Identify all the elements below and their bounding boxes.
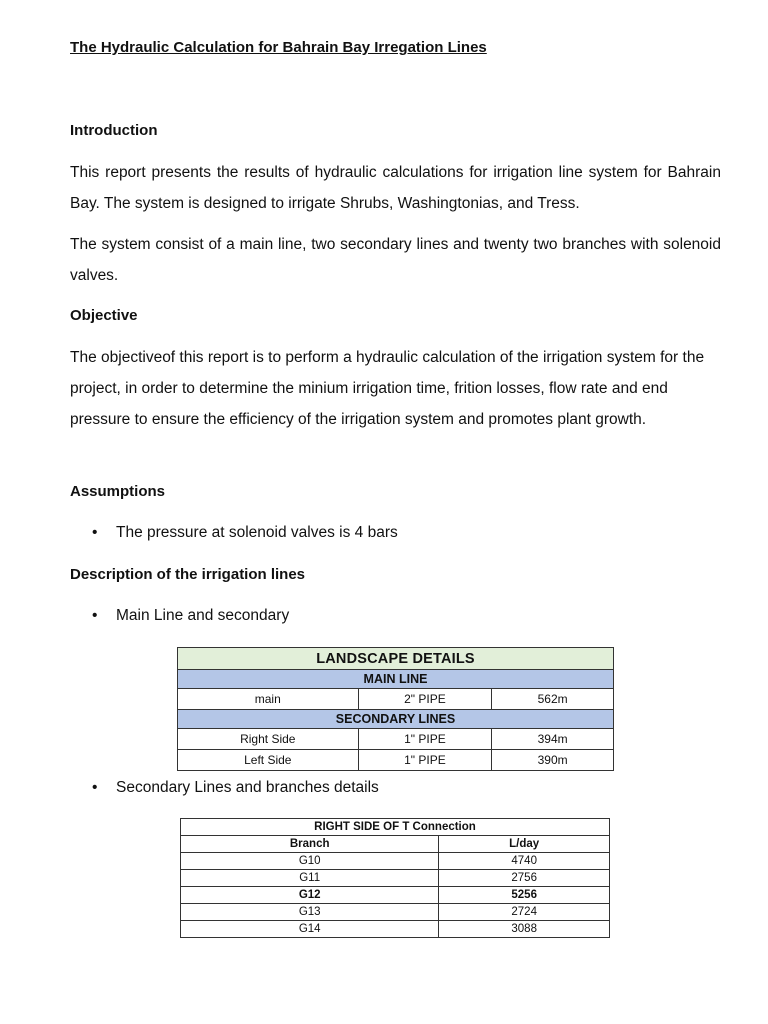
column-header: Branch bbox=[181, 836, 439, 853]
table-cell: 1" PIPE bbox=[358, 729, 492, 750]
table-row bbox=[181, 921, 610, 938]
main-line-header: MAIN LINE bbox=[178, 670, 614, 689]
table-cell: 4740 bbox=[439, 853, 610, 870]
objective-paragraph: The objectiveof this report is to perform a hydraulic calculation of the irrigation system for the project, in order to determine the minium irrigation time, frition losses, flow rate and end pressure to ensure the efficiency of the irrigation system and promotes plant growth. bbox=[70, 349, 705, 428]
table-cell: 2" PIPE bbox=[358, 689, 492, 710]
assumption-bullet bbox=[92, 524, 398, 542]
table-cell: G12 bbox=[181, 887, 439, 904]
document-title: The Hydraulic Calculation for Bahrain Bay Irregation Lines bbox=[70, 39, 487, 56]
table-cell: 5256 bbox=[439, 887, 610, 904]
table-cell: 1" PIPE bbox=[358, 750, 492, 771]
table-row bbox=[181, 870, 610, 887]
description-bullet-1-text: Main Line and secondary bbox=[116, 607, 290, 624]
table-cell: 3088 bbox=[439, 921, 610, 938]
table-cell: Left Side bbox=[178, 750, 359, 771]
table-cell: G14 bbox=[181, 921, 439, 938]
landscape-table-title: LANDSCAPE DETAILS bbox=[178, 648, 614, 670]
objective-heading: Objective bbox=[70, 307, 138, 324]
table-cell: 390m bbox=[492, 750, 614, 771]
description-bullet-2-text: Secondary Lines and branches details bbox=[116, 779, 379, 796]
landscape-details-table bbox=[177, 647, 614, 771]
branches-table-caption: RIGHT SIDE OF T Connection bbox=[181, 819, 610, 836]
table-header-row bbox=[181, 836, 610, 853]
table-cell: main bbox=[178, 689, 359, 710]
bullet-icon: • bbox=[92, 607, 98, 624]
bullet-icon: • bbox=[92, 779, 98, 796]
table-row bbox=[178, 689, 614, 710]
table-cell: Right Side bbox=[178, 729, 359, 750]
secondary-lines-header: SECONDARY LINES bbox=[178, 710, 614, 729]
column-header: L/day bbox=[439, 836, 610, 853]
table-cell: G11 bbox=[181, 870, 439, 887]
table-cell: 394m bbox=[492, 729, 614, 750]
introduction-heading: Introduction bbox=[70, 122, 158, 139]
bullet-icon: • bbox=[92, 524, 98, 541]
description-heading: Description of the irrigation lines bbox=[70, 566, 306, 583]
table-cell: G13 bbox=[181, 904, 439, 921]
description-bullet-2 bbox=[92, 779, 379, 797]
table-row bbox=[181, 853, 610, 870]
table-row bbox=[181, 904, 610, 921]
branches-table bbox=[180, 818, 610, 938]
table-cell: G10 bbox=[181, 853, 439, 870]
introduction-paragraph-2: The system consist of a main line, two secondary lines and twenty two branches with solenoid valves. bbox=[70, 236, 721, 284]
description-bullet-1 bbox=[92, 607, 289, 625]
table-row bbox=[178, 729, 614, 750]
table-cell: 2724 bbox=[439, 904, 610, 921]
assumption-text: The pressure at solenoid valves is 4 bars bbox=[116, 524, 398, 541]
assumptions-heading: Assumptions bbox=[70, 483, 166, 500]
table-row bbox=[181, 887, 610, 904]
table-row bbox=[178, 750, 614, 771]
table-cell: 2756 bbox=[439, 870, 610, 887]
introduction-paragraph-1: This report presents the results of hydraulic calculations for irrigation line system for Bahrain Bay. The system is designed to irrigate Shrubs, Washingtonias, and Tress. bbox=[70, 164, 721, 212]
table-cell: 562m bbox=[492, 689, 614, 710]
